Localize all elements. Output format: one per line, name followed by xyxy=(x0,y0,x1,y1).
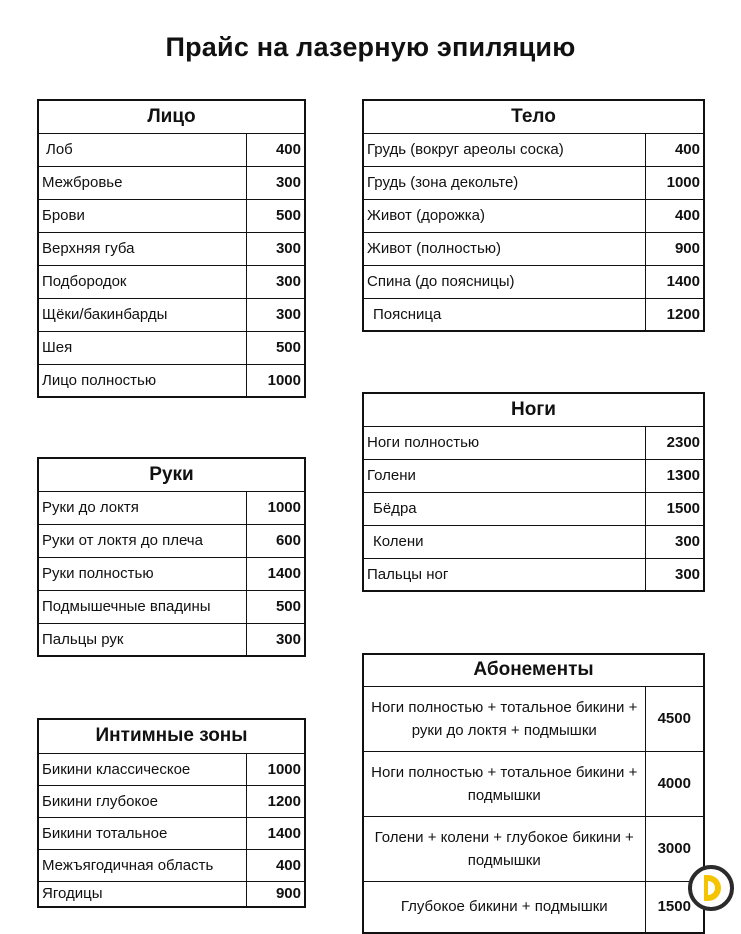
service-name: Грудь (вокруг ареолы соска) xyxy=(363,133,645,166)
service-name: Подмышечные впадины xyxy=(38,590,246,623)
table-row xyxy=(363,133,704,166)
table-row xyxy=(38,364,305,397)
table-row xyxy=(38,331,305,364)
service-price: 300 xyxy=(645,558,704,591)
table-row xyxy=(38,199,305,232)
table-row xyxy=(38,753,305,785)
table-row xyxy=(363,459,704,492)
service-price: 400 xyxy=(246,849,305,881)
service-price: 3000 xyxy=(645,816,704,881)
service-name: Пальцы рук xyxy=(38,623,246,656)
table-row xyxy=(38,133,305,166)
table-row xyxy=(38,166,305,199)
table-row xyxy=(38,849,305,881)
legs-price-table xyxy=(362,392,705,592)
table-row xyxy=(38,298,305,331)
service-price: 1200 xyxy=(246,785,305,817)
service-price: 300 xyxy=(246,265,305,298)
service-name: Спина (до поясницы) xyxy=(363,265,645,298)
table-row xyxy=(38,524,305,557)
service-name: Бикини тотальное xyxy=(38,817,246,849)
service-name: Лоб xyxy=(38,133,246,166)
service-price: 900 xyxy=(246,881,305,907)
service-price: 900 xyxy=(645,232,704,265)
arms-heading: Руки xyxy=(38,458,305,491)
table-row xyxy=(363,751,704,816)
service-name: Пальцы ног xyxy=(363,558,645,591)
service-name: Ягодицы xyxy=(38,881,246,907)
service-name: Подбородок xyxy=(38,265,246,298)
service-name: Шея xyxy=(38,331,246,364)
table-row xyxy=(38,265,305,298)
page-title: Прайс на лазерную эпиляцию xyxy=(165,32,576,62)
service-price: 1500 xyxy=(645,881,704,933)
table-row xyxy=(38,881,305,907)
service-name: Ноги полностью xyxy=(363,426,645,459)
table-row xyxy=(38,817,305,849)
service-price: 300 xyxy=(645,525,704,558)
service-name: Бёдра xyxy=(363,492,645,525)
service-price: 1000 xyxy=(246,753,305,785)
service-name: Живот (дорожка) xyxy=(363,199,645,232)
table-row xyxy=(363,232,704,265)
service-name: Колени xyxy=(363,525,645,558)
service-price: 2300 xyxy=(645,426,704,459)
table-row xyxy=(38,590,305,623)
table-row xyxy=(363,881,704,933)
intimate-price-table xyxy=(37,718,306,908)
table-row xyxy=(38,557,305,590)
service-price: 400 xyxy=(645,199,704,232)
service-price: 300 xyxy=(246,298,305,331)
service-price: 1000 xyxy=(246,364,305,397)
service-name: Ноги полностью + тотальное бикини + подмышки xyxy=(363,751,645,816)
intimate-heading: Интимные зоны xyxy=(38,719,305,753)
brand-logo-icon xyxy=(688,865,734,911)
service-price: 1400 xyxy=(246,817,305,849)
service-price: 500 xyxy=(246,590,305,623)
service-name: Голени xyxy=(363,459,645,492)
service-price: 1400 xyxy=(645,265,704,298)
service-price: 300 xyxy=(246,166,305,199)
service-name: Брови xyxy=(38,199,246,232)
table-row xyxy=(363,558,704,591)
service-price: 500 xyxy=(246,331,305,364)
service-price: 600 xyxy=(246,524,305,557)
service-name: Руки от локтя до плеча xyxy=(38,524,246,557)
service-price: 1400 xyxy=(246,557,305,590)
face-heading: Лицо xyxy=(38,100,305,133)
service-name: Бикини глубокое xyxy=(38,785,246,817)
service-price: 300 xyxy=(246,623,305,656)
service-price: 1000 xyxy=(645,166,704,199)
subscriptions-price-table xyxy=(362,653,705,934)
table-row xyxy=(38,623,305,656)
service-name: Межъягодичная область xyxy=(38,849,246,881)
service-name: Лицо полностью xyxy=(38,364,246,397)
service-price: 4000 xyxy=(645,751,704,816)
service-name: Руки полностью xyxy=(38,557,246,590)
service-price: 1200 xyxy=(645,298,704,331)
service-name: Руки до локтя xyxy=(38,491,246,524)
service-price: 4500 xyxy=(645,686,704,751)
service-price: 500 xyxy=(246,199,305,232)
table-row xyxy=(363,686,704,751)
table-row xyxy=(363,492,704,525)
table-row xyxy=(363,166,704,199)
service-name: Живот (полностью) xyxy=(363,232,645,265)
table-row xyxy=(363,816,704,881)
table-row xyxy=(38,232,305,265)
subscriptions-heading: Абонементы xyxy=(363,654,704,686)
service-price: 300 xyxy=(246,232,305,265)
service-name: Грудь (зона декольте) xyxy=(363,166,645,199)
table-row xyxy=(363,199,704,232)
table-row xyxy=(363,525,704,558)
table-row xyxy=(38,491,305,524)
service-name: Поясница xyxy=(363,298,645,331)
service-name: Верхняя губа xyxy=(38,232,246,265)
service-price: 400 xyxy=(246,133,305,166)
service-name: Глубокое бикини + подмышки xyxy=(363,881,645,933)
arms-price-table xyxy=(37,457,306,657)
service-name: Ноги полностью + тотальное бикини + руки до локтя + подмышки xyxy=(363,686,645,751)
table-row xyxy=(38,785,305,817)
face-price-table xyxy=(37,99,306,398)
service-price: 400 xyxy=(645,133,704,166)
legs-heading: Ноги xyxy=(363,393,704,426)
body-heading: Тело xyxy=(363,100,704,133)
body-price-table xyxy=(362,99,705,332)
service-price: 1300 xyxy=(645,459,704,492)
service-price: 1000 xyxy=(246,491,305,524)
table-row xyxy=(363,426,704,459)
service-name: Бикини классическое xyxy=(38,753,246,785)
service-name: Голени + колени + глубокое бикини + подмышки xyxy=(363,816,645,881)
service-price: 1500 xyxy=(645,492,704,525)
table-row xyxy=(363,298,704,331)
table-row xyxy=(363,265,704,298)
service-name: Щёки/бакинбарды xyxy=(38,298,246,331)
service-name: Межбровье xyxy=(38,166,246,199)
